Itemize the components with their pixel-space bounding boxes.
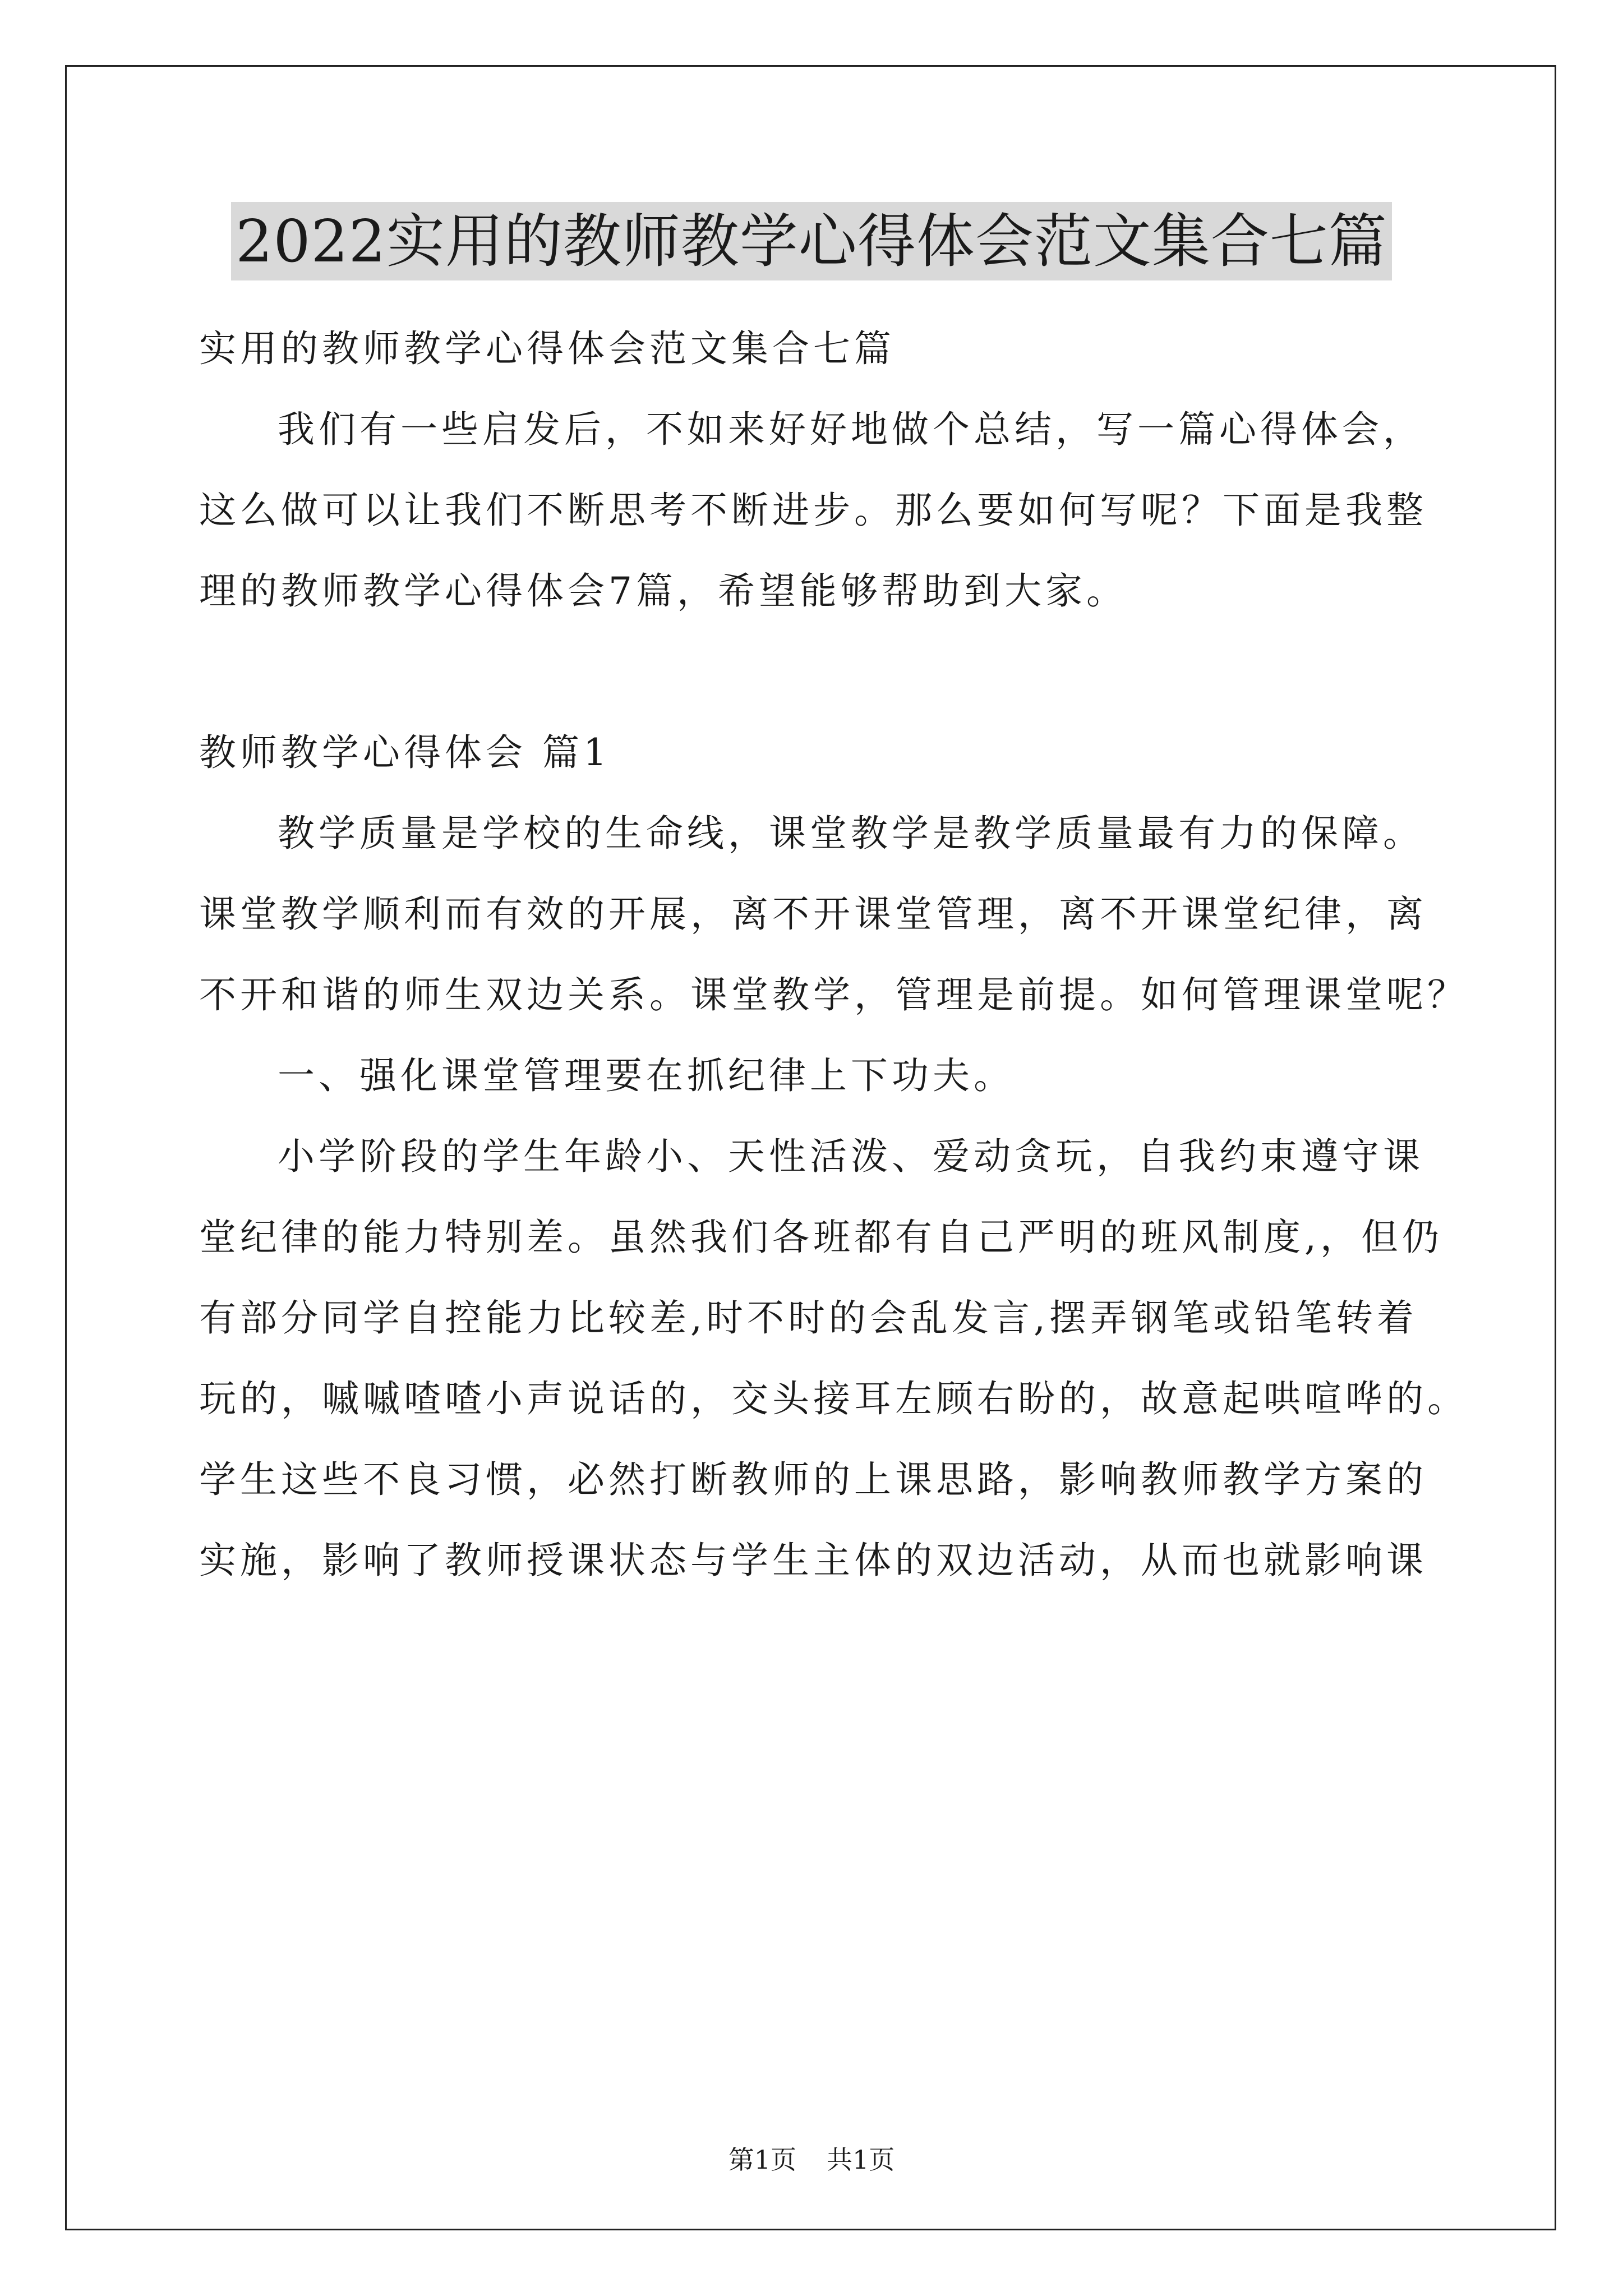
blank-line <box>199 632 1433 712</box>
document-title: 2022实用的教师教学心得体会范文集合七篇 <box>231 202 1392 280</box>
text-line: 玩的，嘁嘁喳喳小声说话的，交头接耳左顾右盼的，故意起哄喧哗的。 <box>199 1377 1468 1420</box>
text-line: 学生这些不良习惯，必然打断教师的上课思路，影响教师教学方案的 <box>199 1458 1427 1501</box>
document-body <box>199 309 1468 1601</box>
page-footer <box>0 2143 1623 2177</box>
text-line: 一、强化课堂管理要在抓纪律上下功夫。 <box>278 1054 1015 1097</box>
text-line: 实用的教师教学心得体会范文集合七篇 <box>199 327 895 370</box>
text-line: 教学质量是学校的生命线，课堂教学是教学质量最有力的保障。 <box>278 812 1424 855</box>
text-line: 有部分同学自控能力比较差,时不时的会乱发言,摆弄钢笔或铅笔转着 <box>199 1296 1418 1340</box>
page-total: 共1页 <box>827 2145 895 2175</box>
text-line: 小学阶段的学生年龄小、天性活泼、爱动贪玩，自我约束遵守课 <box>278 1135 1424 1178</box>
text-line: 这么做可以让我们不断思考不断进步。那么要如何写呢？下面是我整 <box>199 489 1427 532</box>
text-line: 教师教学心得体会 篇1 <box>199 731 611 774</box>
text-line: 理的教师教学心得体会7篇，希望能够帮助到大家。 <box>199 569 1127 613</box>
text-line: 我们有一些启发后，不如来好好地做个总结，写一篇心得体会， <box>278 408 1424 451</box>
text-line: 堂纪律的能力特别差。虽然我们各班都有自己严明的班风制度,，但仍 <box>199 1216 1443 1259</box>
text-line: 不开和谐的师生双边关系。课堂教学，管理是前提。如何管理课堂呢？ <box>199 973 1468 1016</box>
text-line: 课堂教学顺利而有效的开展，离不开课堂管理，离不开课堂纪律，离 <box>199 892 1427 936</box>
title-area <box>0 202 1623 280</box>
page-number: 第1页 <box>728 2145 796 2175</box>
text-line: 实施，影响了教师授课状态与学生主体的双边活动，从而也就影响课 <box>199 1539 1427 1582</box>
